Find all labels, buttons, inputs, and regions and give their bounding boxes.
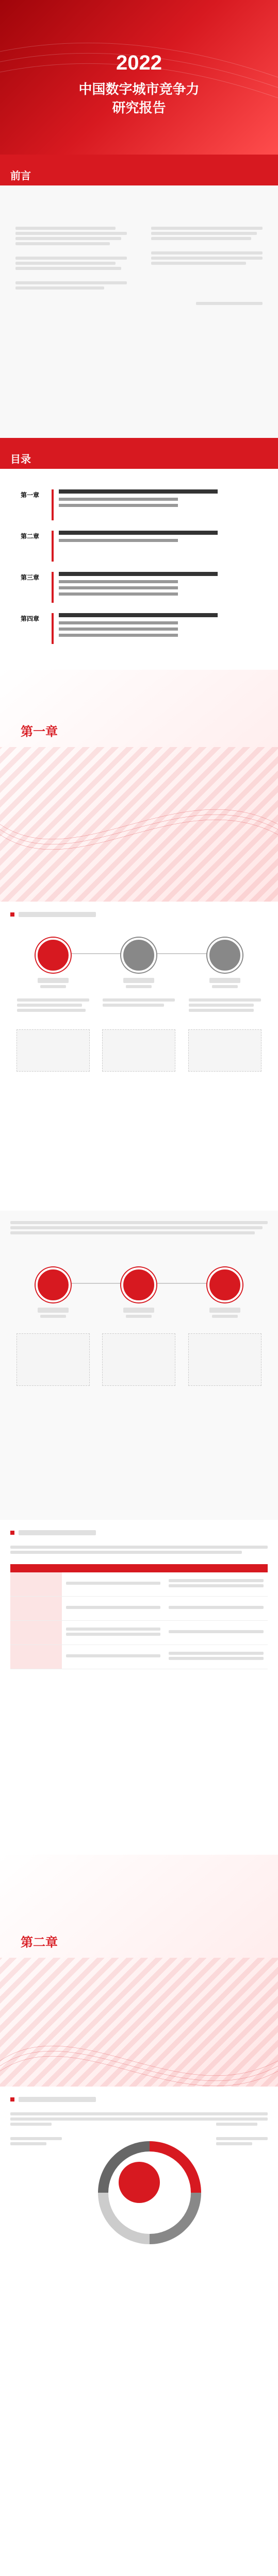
preface-text-columns bbox=[0, 185, 278, 348]
donut-graphic bbox=[98, 2141, 181, 2224]
section-bullet bbox=[10, 912, 14, 917]
timeline-section-1 bbox=[0, 902, 278, 1211]
timeline-labels bbox=[10, 978, 268, 988]
toc-content bbox=[59, 613, 257, 640]
preface-title-cn: 前言 bbox=[10, 171, 31, 182]
toc-item-4[interactable] bbox=[21, 613, 257, 644]
timeline-node-4 bbox=[36, 1267, 71, 1302]
title-line-2: 研究报告 bbox=[112, 100, 166, 116]
toc-content bbox=[59, 572, 257, 599]
wave-svg bbox=[0, 747, 278, 902]
toc-chapter-label: 第一章 bbox=[21, 492, 40, 499]
toc-marker bbox=[52, 572, 54, 603]
bottom-graphic-section bbox=[0, 2087, 278, 2293]
toc-marker bbox=[52, 613, 54, 644]
chapter1-cover-section bbox=[0, 670, 278, 902]
timeline-descriptions bbox=[10, 998, 268, 1014]
timeline-node-5 bbox=[121, 1267, 156, 1302]
toc-item-3[interactable] bbox=[21, 572, 257, 603]
toc-section bbox=[0, 438, 278, 670]
section-bullet bbox=[10, 1531, 14, 1535]
timeline-header bbox=[10, 912, 268, 917]
preface-col-left bbox=[15, 227, 127, 307]
cover-year: 2022 bbox=[116, 52, 162, 74]
toc-content bbox=[59, 531, 257, 545]
policy-table bbox=[10, 1564, 268, 1669]
policy-table-section bbox=[0, 1520, 278, 1855]
toc-marker bbox=[52, 489, 54, 520]
toc-item-1[interactable] bbox=[21, 489, 257, 520]
toc-chapter-label: 第二章 bbox=[21, 533, 40, 540]
timeline-node-3 bbox=[207, 938, 242, 973]
preface-section bbox=[0, 155, 278, 438]
wave-svg-2 bbox=[0, 1932, 278, 2087]
preface-header-bar bbox=[0, 155, 278, 185]
chap1-number: 第一章 bbox=[21, 725, 58, 739]
chapter2-cover-section bbox=[0, 1855, 278, 2087]
timeline-node-6 bbox=[207, 1267, 242, 1302]
toc-list bbox=[0, 469, 278, 670]
timeline-section-2 bbox=[0, 1211, 278, 1520]
timeline-node-1 bbox=[36, 938, 71, 973]
toc-header-bar bbox=[0, 438, 278, 469]
toc-chapter-label: 第三章 bbox=[21, 574, 40, 581]
toc-item-2[interactable] bbox=[21, 531, 257, 562]
donut-center bbox=[119, 2162, 160, 2203]
title-line-1: 中国数字城市竞争力 bbox=[78, 81, 200, 97]
chap2-number: 第二章 bbox=[21, 1936, 58, 1950]
toc-marker bbox=[52, 531, 54, 562]
cover-section bbox=[0, 0, 278, 155]
toc-title-cn: 目录 bbox=[10, 454, 31, 465]
chap1-title-group bbox=[21, 721, 58, 742]
preface-col-right bbox=[151, 227, 263, 307]
timeline-labels-2 bbox=[10, 1308, 268, 1318]
graphic-text-right bbox=[216, 2117, 268, 2147]
toc-content bbox=[59, 489, 257, 510]
timeline-node-2 bbox=[121, 938, 156, 973]
graphic-header bbox=[10, 2097, 268, 2102]
timeline-visual-2 bbox=[10, 1267, 268, 1302]
toc-chapter-label: 第四章 bbox=[21, 615, 40, 622]
table-section-header bbox=[10, 1530, 268, 1535]
graphic-text-left bbox=[10, 2117, 62, 2147]
section-bullet bbox=[10, 2097, 14, 2102]
cover-decoration bbox=[0, 0, 278, 155]
timeline-visual bbox=[10, 938, 268, 973]
